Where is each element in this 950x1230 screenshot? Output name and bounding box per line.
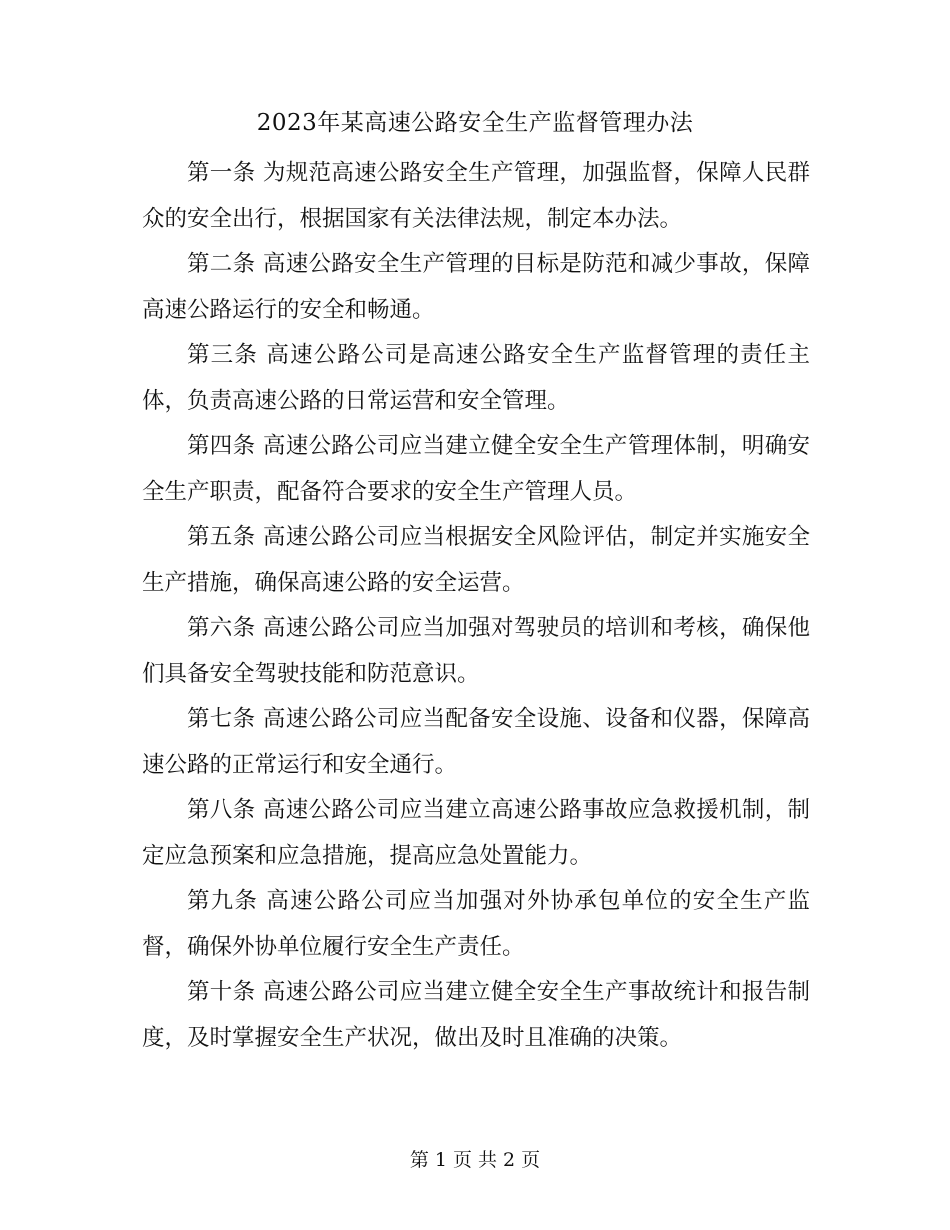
document-title: 2023年某高速公路安全生产监督管理办法 xyxy=(256,110,694,136)
article-5: 第五条 高速公路公司应当根据安全风险评估，制定并实施安全生产措施，确保高速公路的安全运营。 xyxy=(142,524,810,596)
article-3: 第三条 高速公路公司是高速公路安全生产监督管理的责任主体，负责高速公路的日常运营和安全管理。 xyxy=(142,342,810,414)
article-10: 第十条 高速公路公司应当建立健全安全生产事故统计和报告制度，及时掌握安全生产状况，做出及时且准确的决策。 xyxy=(142,979,810,1051)
article-4: 第四条 高速公路公司应当建立健全安全生产管理体制，明确安全生产职责，配备符合要求的安全生产管理人员。 xyxy=(142,433,810,505)
article-2: 第二条 高速公路安全生产管理的目标是防范和减少事故，保障高速公路运行的安全和畅通。 xyxy=(142,251,810,323)
article-7: 第七条 高速公路公司应当配备安全设施、设备和仪器，保障高速公路的正常运行和安全通行。 xyxy=(142,706,810,778)
article-8: 第八条 高速公路公司应当建立高速公路事故应急救援机制，制定应急预案和应急措施，提高应急处置能力。 xyxy=(142,797,810,869)
page-number-footer: 第 1 页 共 2 页 xyxy=(409,1149,541,1171)
article-1: 第一条 为规范高速公路安全生产管理，加强监督，保障人民群众的安全出行，根据国家有关法律法规，制定本办法。 xyxy=(142,160,810,232)
document-body xyxy=(142,151,810,1061)
article-6: 第六条 高速公路公司应当加强对驾驶员的培训和考核，确保他们具备安全驾驶技能和防范意识。 xyxy=(142,615,810,687)
article-9: 第九条 高速公路公司应当加强对外协承包单位的安全生产监督，确保外协单位履行安全生产责任。 xyxy=(142,888,810,960)
